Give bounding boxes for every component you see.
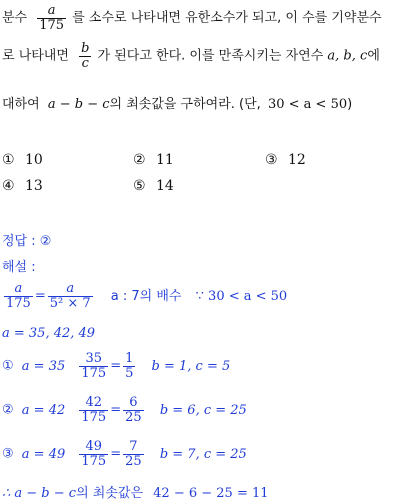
solution-step-2: a = 35, 42, 49 <box>2 326 96 341</box>
variables: a, b, c <box>327 48 368 64</box>
reduced-fraction: $\frac{1}{5}$ <box>125 351 134 381</box>
case-1: ① a = 35 $\frac{35}{175}$ = $\frac{1}{5}$ b = 1, c = 5 <box>2 351 231 381</box>
multiple-of-7-text: a : 7의 배수 <box>110 288 182 304</box>
option-3[interactable]: ③ 12 <box>265 152 306 168</box>
fraction-b-over-c: $\frac{b}{c}$ <box>81 41 90 71</box>
fraction: $\frac{35}{175}$ <box>81 351 107 381</box>
question-text: 로 나타내면 <box>2 48 69 64</box>
question-text: 가 된다고 한다. 이를 만족시키는 자연수 <box>97 48 324 64</box>
final-answer-line: ∴ a − b − c의 최솟값은 42 − 6 − 25 = 11 <box>2 486 269 501</box>
reduced-fraction: $\frac{7}{25}$ <box>125 439 142 469</box>
question-text: 대하여 <box>2 97 40 112</box>
option-5[interactable]: ⑤ 14 <box>133 178 174 194</box>
case-3: ③ a = 49 $\frac{49}{175}$ = $\frac{7}{25}$ b = 7, c = 25 <box>2 439 247 469</box>
option-1[interactable]: ① 10 <box>2 152 43 168</box>
option-4[interactable]: ④ 13 <box>2 178 43 194</box>
question-text: 를 소수로 나타내면 유한소수가 되고, 이 수를 기약분수 <box>72 10 382 26</box>
reduced-fraction: $\frac{6}{25}$ <box>125 395 142 425</box>
fraction: $\frac{49}{175}$ <box>81 439 107 469</box>
solution-step-1: $\frac{a}{175}$ = $\frac{a}{\text{5² × 7}}$ a : 7의 배수 ∵ 30 < a < 50 <box>6 281 288 311</box>
expression: a − b − c <box>47 97 110 112</box>
condition: 30 < a < 50 <box>267 97 348 112</box>
case-2: ② a = 42 $\frac{42}{175}$ = $\frac{6}{25}$ b = 6, c = 25 <box>2 395 247 425</box>
range-condition: ∵ 30 < a < 50 <box>195 288 288 304</box>
question-line-2: 로 나타내면 $\frac{b}{c}$ 가 된다고 한다. 이를 만족시키는 자연수 a, b, c에 <box>2 41 380 71</box>
fraction-a-over-175: $\frac{a}{175}$ <box>39 3 65 33</box>
fraction-a-over-factorized: $\frac{a}{\text{5² × 7}}$ <box>49 281 91 311</box>
question-line-3: 대하여 a − b − c의 최솟값을 구하여라. (단, 30 < a < 50) <box>2 97 353 112</box>
answer-label: 정답 : ② <box>2 234 52 249</box>
fraction: $\frac{42}{175}$ <box>81 395 107 425</box>
explanation-label: 해설 : <box>2 260 36 275</box>
question-text: 분수 <box>2 10 28 26</box>
question-line-1 <box>2 4 382 32</box>
fraction-a-over-175: $\frac{a}{175}$ <box>6 281 31 311</box>
option-2[interactable]: ② 11 <box>133 152 174 168</box>
